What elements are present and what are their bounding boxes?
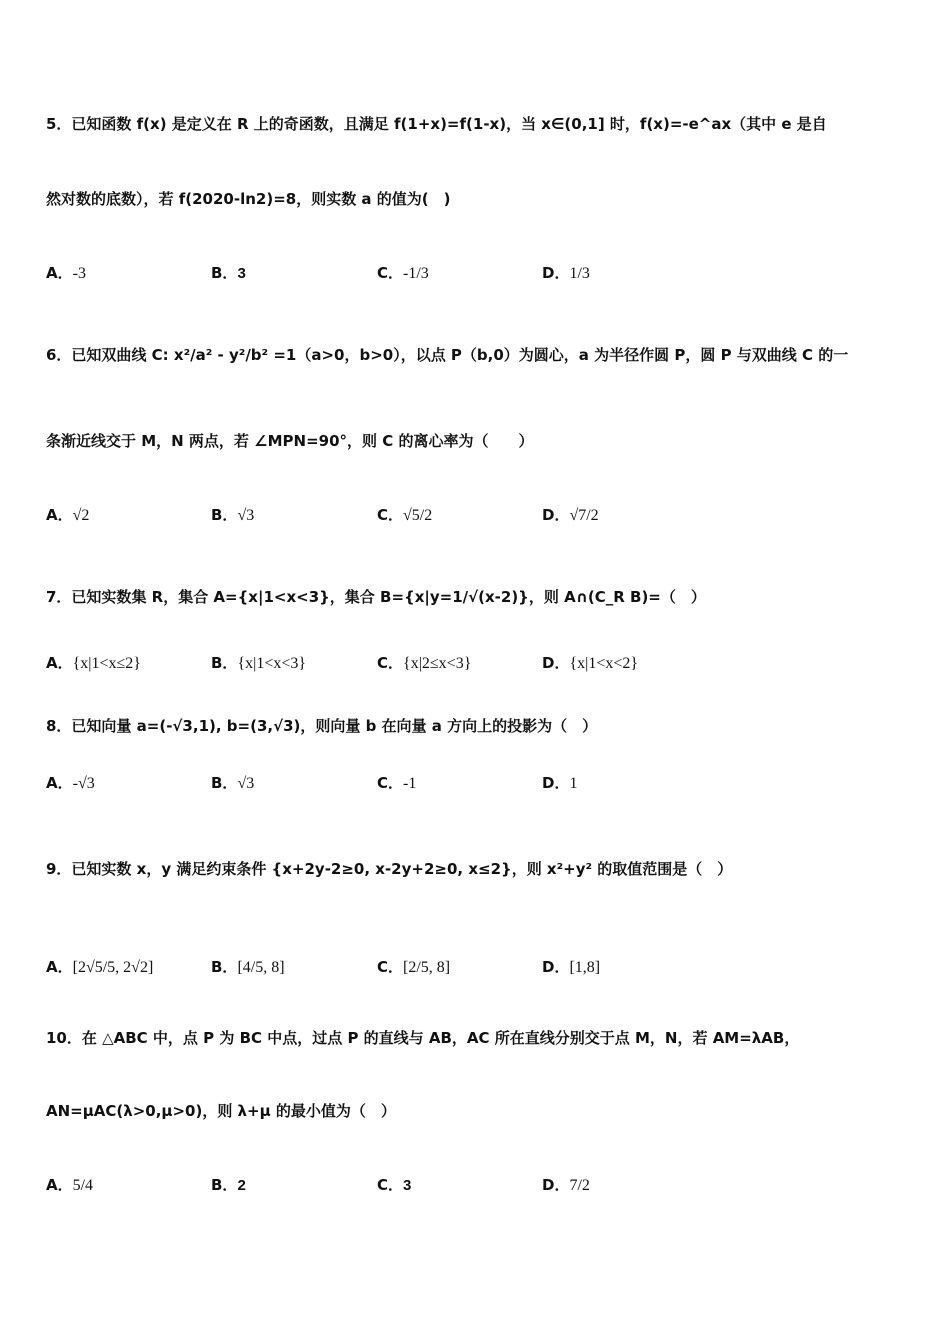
q5-option-c[interactable] [377,262,429,283]
option-label: D． [542,264,570,282]
option-value: √3 [237,775,255,792]
option-label: C． [377,774,404,792]
option-value: √7/2 [569,507,599,524]
option-label: A． [46,774,73,792]
option-value: 3 [403,1177,412,1194]
option-label: A． [46,1176,73,1194]
q9-option-d[interactable] [542,956,600,977]
option-value: -3 [72,265,86,282]
q5-line1: 5．已知函数 f(x) 是定义在 R 上的奇函数，且满足 f(1+x)=f(1-x)，当 x∈(0,1] 时，f(x)=-e^ax（其中 e 是自 [46,115,827,133]
q8-option-c[interactable] [377,772,416,793]
option-value: [1,8] [569,959,601,976]
option-label: C． [377,654,404,672]
option-label: B． [211,774,238,792]
q8-line1: 8．已知向量 a=(-√3,1), b=(3,√3)，则向量 b 在向量 a 方向上的投影为（ ） [46,717,598,735]
option-label: C． [377,958,404,976]
option-value: -1/3 [403,265,429,282]
q8-option-b[interactable] [211,772,254,793]
option-value: √5/2 [403,507,433,524]
q5-option-a[interactable] [46,262,86,283]
q6-line1: 6．已知双曲线 C: x²/a² - y²/b² =1（a>0，b>0），以点 P（b,0）为圆心，a 为半径作圆 P，圆 P 与双曲线 C 的一 [46,346,849,364]
q7-option-a[interactable] [46,652,141,673]
option-label: B． [211,1176,238,1194]
q8-option-d[interactable] [542,772,577,793]
option-value: {x|1<x<3} [237,655,307,672]
option-value: -1 [403,775,417,792]
q9-option-c[interactable] [377,956,450,977]
q6-line2: 条渐近线交于 M，N 两点，若 ∠MPN=90°，则 C 的离心率为（ ） [46,432,534,450]
q6-option-b[interactable] [211,504,254,525]
option-label: D． [542,958,570,976]
option-label: D． [542,654,570,672]
q6-option-a[interactable] [46,504,89,525]
q10-option-a[interactable] [46,1174,93,1195]
q7-option-d[interactable] [542,652,638,673]
option-value: √2 [72,507,90,524]
option-label: A． [46,506,73,524]
option-value: 2 [237,1177,246,1194]
option-label: D． [542,506,570,524]
q10-line1: 10．在 △ABC 中，点 P 为 BC 中点，过点 P 的直线与 AB，AC 所在直线分别交于点 M，N，若 AM=λAB， [46,1029,800,1047]
q8-option-a[interactable] [46,772,95,793]
q5-option-b[interactable] [211,262,246,283]
option-label: C． [377,264,404,282]
option-value: 3 [237,265,246,282]
option-value: -√3 [72,775,95,792]
option-label: D． [542,1176,570,1194]
option-label: B． [211,264,238,282]
option-value: [2/5, 8] [403,959,451,976]
option-value: 7/2 [569,1177,590,1194]
option-label: D． [542,774,570,792]
q10-option-d[interactable] [542,1174,590,1195]
q10-line2: AN=μAC(λ>0,μ>0)，则 λ+μ 的最小值为（ ） [46,1102,396,1120]
option-value: {x|1<x<2} [569,655,639,672]
option-value: 5/4 [72,1177,94,1194]
q9-option-b[interactable] [211,956,285,977]
q5-option-d[interactable] [542,262,590,283]
option-value: 1/3 [569,265,590,282]
option-value: {x|1<x≤2} [72,655,141,672]
q9-option-a[interactable] [46,956,153,977]
option-value: {x|2≤x<3} [403,655,472,672]
option-value: √3 [237,507,255,524]
q5-line2: 然对数的底数），若 f(2020-ln2)=8，则实数 a 的值为( ) [46,190,451,208]
option-value: [2√5/5, 2√2] [72,959,154,976]
q7-line1: 7．已知实数集 R，集合 A={x|1<x<3}，集合 B={x|y=1/√(x-2)}，则 A∩(C_R B)=（ ） [46,588,706,606]
option-label: B． [211,958,238,976]
q6-option-d[interactable] [542,504,599,525]
q7-option-c[interactable] [377,652,471,673]
q9-line1: 9．已知实数 x，y 满足约束条件 {x+2y-2≥0, x-2y+2≥0, x≤2}，则 x²+y² 的取值范围是（ ） [46,860,733,878]
q10-option-c[interactable] [377,1174,411,1195]
q6-option-c[interactable] [377,504,432,525]
option-label: A． [46,264,73,282]
option-label: A． [46,958,73,976]
option-label: B． [211,506,238,524]
option-label: C． [377,1176,404,1194]
q7-option-b[interactable] [211,652,306,673]
option-label: B． [211,654,238,672]
option-label: A． [46,654,73,672]
q10-option-b[interactable] [211,1174,246,1195]
option-value: 1 [569,775,578,792]
option-value: [4/5, 8] [237,959,285,976]
option-label: C． [377,506,404,524]
